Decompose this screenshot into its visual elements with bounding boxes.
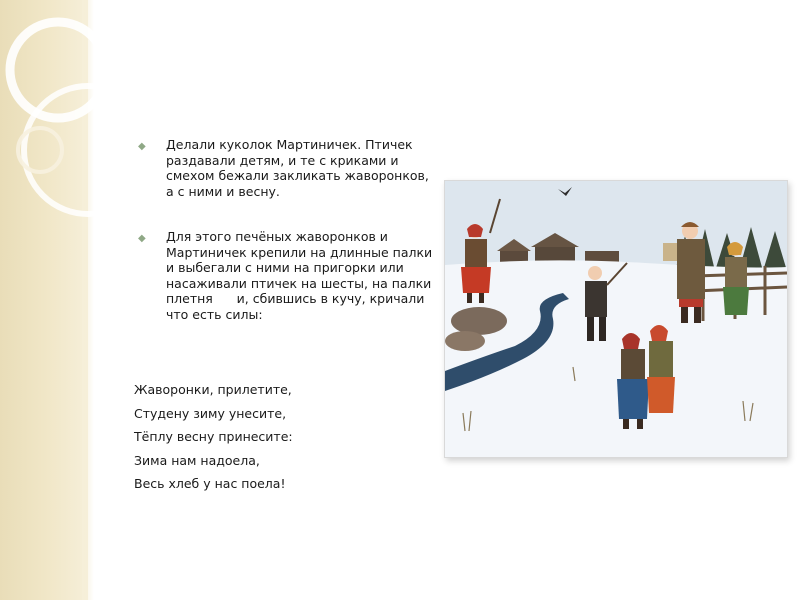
poem-line: Тёплу весну принесите: <box>134 429 293 445</box>
bullet-list <box>138 137 438 352</box>
bullet-text: Делали куколок Мартиничек. Птичек раздавали детям, и те с криками и смехом бежали закликать жаворонков, а с ними и весну. <box>166 137 429 199</box>
poem-line: Жаворонки, прилетите, <box>134 382 292 397</box>
poem-line: Студену зиму унесите, <box>134 405 287 421</box>
poem-line: Весь хлеб у нас поела! <box>134 476 286 492</box>
illustration-drawing <box>445 181 787 457</box>
bullet-item <box>138 229 438 322</box>
poem-block <box>134 378 293 496</box>
rock <box>445 331 485 351</box>
poem-line: Зима нам надоела, <box>134 452 260 468</box>
bullet-item <box>138 137 438 199</box>
winter-festival-illustration <box>444 180 788 458</box>
bullet-marker-icon: ◆ <box>138 141 146 152</box>
bullet-text: Для этого печёных жаворонков и Мартиничек крепили на длинные палки и выбегали с ними на пригорки или насаживали птичек на шесты, на палки плетня и, сбившись в кучу, кричали что есть силы: <box>166 229 437 322</box>
bullet-marker-icon: ◆ <box>138 233 146 244</box>
rock <box>451 307 507 335</box>
